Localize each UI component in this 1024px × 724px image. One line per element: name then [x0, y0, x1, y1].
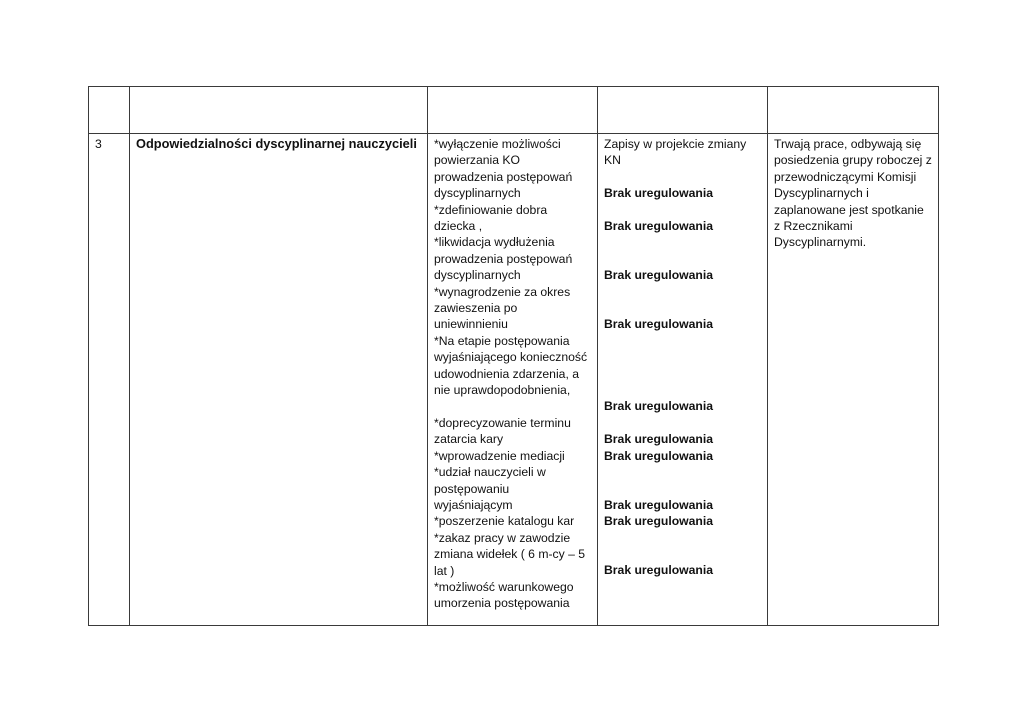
issue-line: uniewinnieniu — [434, 317, 508, 332]
issue-item — [434, 202, 591, 235]
status-note-line: Zapisy w projekcie zmiany — [604, 137, 747, 151]
status-label: Brak uregulowania — [604, 432, 714, 447]
spacer — [604, 169, 761, 185]
empty-cell-number — [89, 87, 130, 134]
issue-item — [434, 513, 591, 529]
row-number: 3 — [95, 137, 102, 151]
issue-item — [434, 284, 591, 333]
empty-cell-comment — [768, 87, 939, 134]
empty-cell-issues — [428, 87, 598, 134]
issue-line: umorzenia postępowania — [434, 596, 570, 611]
issue-line: *możliwość warunkowego — [434, 579, 574, 594]
comment-line: posiedzenia grupy roboczej z — [774, 153, 932, 168]
table-row — [89, 134, 939, 626]
status-cell — [598, 134, 768, 626]
spacer — [604, 480, 761, 496]
topic-title: Odpowiedzialności dyscyplinarnej nauczycieli — [136, 136, 417, 151]
status-label: Brak uregulowania — [604, 497, 714, 512]
issue-line: zatarcia kary — [434, 432, 504, 447]
issue-line: *zakaz pracy w zawodzie — [434, 530, 571, 545]
status-label: Brak uregulowania — [604, 317, 714, 332]
spacer — [604, 284, 761, 300]
issue-item — [434, 464, 591, 513]
issues-cell — [428, 134, 598, 626]
issue-line: *zdefiniowanie dobra — [434, 202, 548, 217]
spacer — [604, 202, 761, 218]
spacer — [604, 546, 761, 562]
issue-line: powierzania KO — [434, 153, 521, 168]
empty-table-row — [89, 87, 939, 134]
issue-item — [434, 530, 591, 579]
issue-item — [434, 448, 591, 464]
issue-line: wyjaśniającym — [434, 497, 513, 512]
comment-line: zaplanowane jest spotkanie — [774, 202, 924, 217]
issue-line: dyscyplinarnych — [434, 186, 521, 201]
issue-item — [434, 333, 591, 399]
issue-line: *wprowadzenie mediacji — [434, 448, 565, 463]
issue-line: dziecka , — [434, 219, 483, 234]
issue-line: dyscyplinarnych — [434, 268, 521, 283]
issue-line: *Na etapie postępowania — [434, 333, 570, 348]
issue-item — [434, 579, 591, 612]
status-label: Brak uregulowania — [604, 514, 714, 529]
status-label: Brak uregulowania — [604, 448, 714, 463]
comment-line: Trwają prace, odbywają się — [774, 137, 922, 151]
row-number-cell — [89, 134, 130, 626]
issue-line: zawieszenia po — [434, 301, 518, 316]
issue-item — [434, 234, 591, 283]
status-label: Brak uregulowania — [604, 563, 714, 578]
issue-line: *udział nauczycieli w — [434, 465, 546, 480]
comment-line: przewodniczącymi Komisji — [774, 169, 917, 184]
issue-line: prowadzenia postępowań — [434, 169, 573, 184]
issue-item — [434, 136, 591, 202]
status-label: Brak uregulowania — [604, 268, 714, 283]
issue-line: zmiana widełek ( 6 m-cy – 5 — [434, 547, 586, 562]
issue-line: *wyłączenie możliwości — [434, 137, 561, 151]
spacer — [604, 300, 761, 316]
issue-line: wyjaśniającego konieczność — [434, 350, 588, 365]
spacer — [604, 333, 761, 349]
issue-line: postępowaniu — [434, 481, 510, 496]
issue-line: *poszerzenie katalogu kar — [434, 514, 575, 529]
status-note-line: KN — [604, 153, 621, 168]
empty-cell-status — [598, 87, 768, 134]
issue-line: *wynagrodzenie za okres — [434, 284, 571, 299]
spacer — [604, 234, 761, 250]
comment-line: z Rzecznikami — [774, 219, 853, 234]
status-label: Brak uregulowania — [604, 219, 714, 233]
spacer — [434, 399, 591, 415]
comment-line: Dyscyplinarnymi. — [774, 235, 867, 250]
document-table — [88, 86, 939, 626]
spacer — [604, 251, 761, 267]
issue-line: *doprecyzowanie terminu — [434, 415, 571, 430]
spacer — [604, 530, 761, 546]
spacer — [604, 415, 761, 431]
issue-line: *likwidacja wydłużenia — [434, 235, 555, 250]
spacer — [604, 382, 761, 398]
topic-cell — [130, 134, 428, 626]
status-label: Brak uregulowania — [604, 186, 714, 201]
issue-item — [434, 415, 591, 448]
empty-cell-topic — [130, 87, 428, 134]
comment-cell — [768, 134, 939, 626]
spacer — [604, 464, 761, 480]
issue-line: udowodnienia zdarzenia, a — [434, 366, 580, 381]
spacer — [604, 366, 761, 382]
issue-line: prowadzenia postępowań — [434, 251, 573, 266]
status-label: Brak uregulowania — [604, 399, 714, 414]
spacer — [604, 349, 761, 365]
issue-line: nie uprawdopodobnienia, — [434, 383, 571, 398]
comment-line: Dyscyplinarnych i — [774, 186, 869, 201]
issue-line: lat ) — [434, 563, 455, 578]
